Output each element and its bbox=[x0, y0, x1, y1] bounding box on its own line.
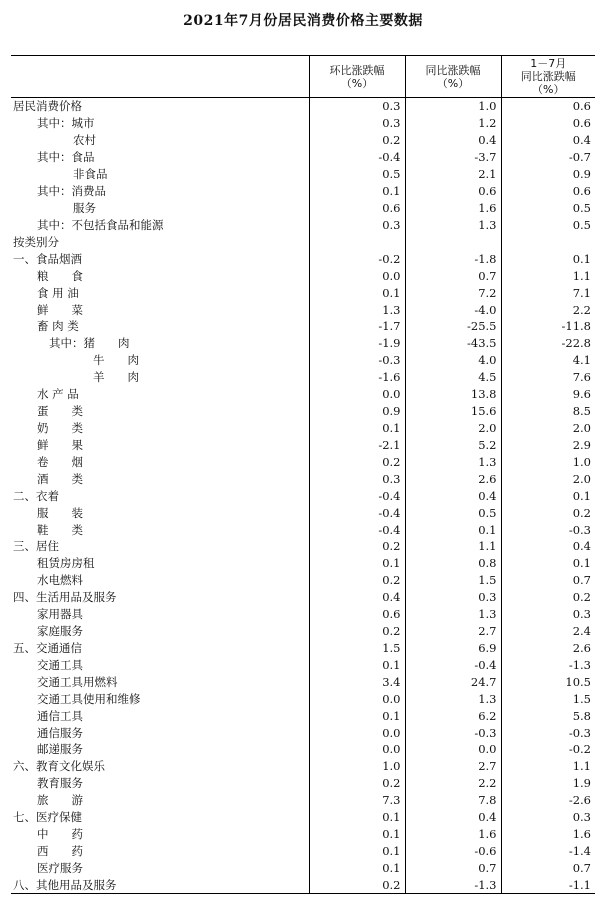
table-row bbox=[11, 98, 595, 115]
table-row bbox=[11, 656, 595, 673]
cell-yoy: -0.6 bbox=[405, 843, 501, 860]
table-row bbox=[11, 250, 595, 267]
row-label: 其中：消费品 bbox=[37, 184, 106, 199]
cell-mom: 0.0 bbox=[309, 724, 405, 741]
cell-yoy: 6.9 bbox=[405, 640, 501, 657]
row-label: 鲜 菜 bbox=[37, 302, 83, 317]
cell-ytd: 0.9 bbox=[501, 166, 595, 183]
cell-ytd: 0.6 bbox=[501, 98, 595, 115]
cell-mom: 0.2 bbox=[309, 623, 405, 640]
table-row bbox=[11, 352, 595, 369]
cell-mom: -1.7 bbox=[309, 318, 405, 335]
cell-ytd: 4.1 bbox=[501, 352, 595, 369]
cell-mom: 0.0 bbox=[309, 741, 405, 758]
cell-mom: 0.2 bbox=[309, 775, 405, 792]
cell-ytd: 1.9 bbox=[501, 775, 595, 792]
cell-mom: 0.3 bbox=[309, 470, 405, 487]
row-label: 卷 烟 bbox=[37, 454, 83, 469]
table-row bbox=[11, 132, 595, 149]
cell-ytd: -0.3 bbox=[501, 724, 595, 741]
cell-ytd: -1.1 bbox=[501, 876, 595, 893]
row-label: 邮递服务 bbox=[37, 742, 83, 757]
table-row bbox=[11, 369, 595, 386]
row-label: 酒 类 bbox=[37, 471, 83, 486]
row-label: 其中：食品 bbox=[37, 150, 95, 165]
table-row bbox=[11, 470, 595, 487]
row-label: 二、衣着 bbox=[13, 488, 59, 503]
row-label: 五、交通通信 bbox=[13, 640, 82, 655]
row-label: 六、教育文化娱乐 bbox=[13, 759, 105, 774]
row-label: 蛋 类 bbox=[37, 404, 83, 419]
cell-ytd: 0.4 bbox=[501, 132, 595, 149]
cell-mom: -0.4 bbox=[309, 487, 405, 504]
cell-yoy: 2.2 bbox=[405, 775, 501, 792]
cell-yoy: 1.5 bbox=[405, 572, 501, 589]
cell-yoy: -1.3 bbox=[405, 876, 501, 893]
cell-mom: -0.2 bbox=[309, 250, 405, 267]
table-row bbox=[11, 792, 595, 809]
header-ytd-label: 同比涨跌幅 bbox=[520, 70, 576, 83]
table-row bbox=[11, 707, 595, 724]
cell-yoy: 5.2 bbox=[405, 436, 501, 453]
cell-yoy: 2.1 bbox=[405, 166, 501, 183]
cell-ytd: 2.4 bbox=[501, 623, 595, 640]
table-row bbox=[11, 572, 595, 589]
header-mom-label: 环比涨跌幅 bbox=[329, 63, 385, 77]
cell-mom: 0.3 bbox=[309, 115, 405, 132]
cell-yoy: 13.8 bbox=[405, 386, 501, 403]
cell-mom: 0.2 bbox=[309, 876, 405, 893]
cell-ytd: 0.3 bbox=[501, 606, 595, 623]
row-label: 羊 肉 bbox=[93, 370, 139, 385]
cell-ytd: 0.5 bbox=[501, 200, 595, 217]
table-row bbox=[11, 436, 595, 453]
cell-yoy: -3.7 bbox=[405, 149, 501, 166]
table-row bbox=[11, 775, 595, 792]
cell-mom: 0.1 bbox=[309, 843, 405, 860]
cell-yoy: 1.3 bbox=[405, 216, 501, 233]
row-label: 教育服务 bbox=[37, 776, 83, 791]
cell-ytd: 10.5 bbox=[501, 673, 595, 690]
cell-yoy: 2.7 bbox=[405, 623, 501, 640]
cell-yoy: -0.4 bbox=[405, 656, 501, 673]
cell-mom: 0.1 bbox=[309, 284, 405, 301]
row-label: 其中：猪 肉 bbox=[49, 336, 130, 351]
cell-ytd: 0.2 bbox=[501, 504, 595, 521]
table-row bbox=[11, 876, 595, 893]
row-label: 按类别分 bbox=[13, 234, 59, 249]
cell-yoy: 4.0 bbox=[405, 352, 501, 369]
table-row bbox=[11, 284, 595, 301]
cell-ytd: -0.3 bbox=[501, 521, 595, 538]
row-label: 一、食品烟酒 bbox=[13, 251, 82, 266]
cell-mom: 0.1 bbox=[309, 809, 405, 826]
cell-ytd: 0.6 bbox=[501, 183, 595, 200]
row-label: 畜 肉 类 bbox=[37, 319, 79, 334]
row-label: 西 药 bbox=[37, 844, 83, 859]
cell-ytd: 0.2 bbox=[501, 589, 595, 606]
cell-mom: 0.0 bbox=[309, 690, 405, 707]
cell-yoy: 1.3 bbox=[405, 606, 501, 623]
table-row bbox=[11, 623, 595, 640]
row-label: 居民消费价格 bbox=[13, 99, 82, 114]
cell-ytd: -0.2 bbox=[501, 741, 595, 758]
cell-mom: 0.2 bbox=[309, 538, 405, 555]
cell-ytd bbox=[501, 233, 595, 250]
row-label: 七、医疗保健 bbox=[13, 810, 82, 825]
cell-yoy: -43.5 bbox=[405, 335, 501, 352]
cell-mom: -0.4 bbox=[309, 504, 405, 521]
cell-mom: 0.2 bbox=[309, 132, 405, 149]
cell-ytd: 2.6 bbox=[501, 640, 595, 657]
cell-mom: 0.0 bbox=[309, 267, 405, 284]
cell-ytd: 1.1 bbox=[501, 758, 595, 775]
header-mom-unit: （%） bbox=[340, 76, 374, 90]
cell-ytd: -2.6 bbox=[501, 792, 595, 809]
table-row bbox=[11, 453, 595, 470]
cell-yoy: -4.0 bbox=[405, 301, 501, 318]
table-row bbox=[11, 386, 595, 403]
cell-yoy: 7.2 bbox=[405, 284, 501, 301]
cell-yoy: -0.3 bbox=[405, 724, 501, 741]
row-label: 医疗服务 bbox=[37, 860, 83, 875]
cell-mom: 7.3 bbox=[309, 792, 405, 809]
cell-ytd: 2.0 bbox=[501, 420, 595, 437]
row-label: 牛 肉 bbox=[93, 353, 139, 368]
table-row bbox=[11, 673, 595, 690]
cell-mom: -0.4 bbox=[309, 521, 405, 538]
cell-mom: 0.4 bbox=[309, 589, 405, 606]
cell-mom: 0.5 bbox=[309, 166, 405, 183]
cell-ytd: -22.8 bbox=[501, 335, 595, 352]
cell-mom: 0.9 bbox=[309, 403, 405, 420]
table-row bbox=[11, 335, 595, 352]
page-title: 2021年7月份居民消费价格主要数据 bbox=[183, 13, 423, 29]
row-label: 服 装 bbox=[37, 505, 83, 520]
header-ytd-unit: （%） bbox=[532, 83, 565, 96]
cell-yoy: 2.7 bbox=[405, 758, 501, 775]
table-row bbox=[11, 420, 595, 437]
cell-ytd: 1.5 bbox=[501, 690, 595, 707]
cell-mom: 0.1 bbox=[309, 183, 405, 200]
cell-yoy: 1.1 bbox=[405, 538, 501, 555]
cell-yoy: 0.6 bbox=[405, 183, 501, 200]
table-row bbox=[11, 183, 595, 200]
cell-ytd: 1.6 bbox=[501, 826, 595, 843]
cell-mom: 0.1 bbox=[309, 826, 405, 843]
cell-mom: -1.6 bbox=[309, 369, 405, 386]
row-label: 非食品 bbox=[73, 167, 108, 182]
row-label: 通信服务 bbox=[37, 725, 83, 740]
row-label: 八、其他用品及服务 bbox=[11, 876, 309, 893]
row-label: 奶 类 bbox=[37, 420, 83, 435]
table-row bbox=[11, 301, 595, 318]
cell-yoy: 1.2 bbox=[405, 115, 501, 132]
table-row bbox=[11, 233, 595, 250]
cell-ytd: -1.4 bbox=[501, 843, 595, 860]
table-row bbox=[11, 166, 595, 183]
table-row bbox=[11, 859, 595, 876]
row-label: 其中：城市 bbox=[37, 116, 95, 131]
table-row bbox=[11, 606, 595, 623]
cell-ytd: 7.1 bbox=[501, 284, 595, 301]
cell-yoy: 0.4 bbox=[405, 132, 501, 149]
cell-yoy: 1.3 bbox=[405, 453, 501, 470]
table-row bbox=[11, 521, 595, 538]
cell-ytd: 0.3 bbox=[501, 809, 595, 826]
row-label: 水电燃料 bbox=[37, 573, 83, 588]
row-label: 四、生活用品及服务 bbox=[13, 590, 117, 605]
cell-mom: -1.9 bbox=[309, 335, 405, 352]
table-row bbox=[11, 690, 595, 707]
table-row bbox=[11, 741, 595, 758]
cell-mom: 0.0 bbox=[309, 386, 405, 403]
cell-ytd: -11.8 bbox=[501, 318, 595, 335]
cell-yoy: 1.6 bbox=[405, 200, 501, 217]
table-row bbox=[11, 640, 595, 657]
header-yoy-unit: （%） bbox=[436, 76, 470, 90]
table-row bbox=[11, 504, 595, 521]
cell-ytd: 2.0 bbox=[501, 470, 595, 487]
cell-yoy: 0.8 bbox=[405, 555, 501, 572]
table-row bbox=[11, 267, 595, 284]
cell-yoy: 2.6 bbox=[405, 470, 501, 487]
cell-ytd: 1.1 bbox=[501, 267, 595, 284]
table-row bbox=[11, 487, 595, 504]
row-label: 旅 游 bbox=[37, 793, 83, 808]
cell-mom: -0.4 bbox=[309, 149, 405, 166]
row-label: 交通工具使用和维修 bbox=[37, 691, 141, 706]
table-row bbox=[11, 318, 595, 335]
table-row bbox=[11, 758, 595, 775]
cell-ytd: 0.6 bbox=[501, 115, 595, 132]
row-label: 服务 bbox=[73, 200, 96, 215]
cell-mom: 1.3 bbox=[309, 301, 405, 318]
cell-ytd: 0.7 bbox=[501, 572, 595, 589]
table-row bbox=[11, 538, 595, 555]
row-label: 家用器具 bbox=[37, 607, 83, 622]
table-row bbox=[11, 115, 595, 132]
table-row bbox=[11, 826, 595, 843]
cell-yoy bbox=[405, 233, 501, 250]
table-row bbox=[11, 555, 595, 572]
table-row bbox=[11, 200, 595, 217]
row-label: 鞋 类 bbox=[37, 522, 83, 537]
row-label: 农村 bbox=[73, 133, 96, 148]
cell-yoy: 0.3 bbox=[405, 589, 501, 606]
cell-ytd: 8.5 bbox=[501, 403, 595, 420]
header-ytd bbox=[501, 56, 595, 98]
cell-mom: 0.1 bbox=[309, 859, 405, 876]
row-label: 食 用 油 bbox=[37, 285, 79, 300]
cell-ytd: 0.7 bbox=[501, 859, 595, 876]
cpi-data-table bbox=[11, 55, 595, 894]
cell-yoy: 0.7 bbox=[405, 267, 501, 284]
row-label: 家庭服务 bbox=[37, 624, 83, 639]
cell-ytd: 0.4 bbox=[501, 538, 595, 555]
cell-ytd: 9.6 bbox=[501, 386, 595, 403]
row-label: 其中：不包括食品和能源 bbox=[37, 217, 164, 232]
table-row bbox=[11, 589, 595, 606]
cell-yoy: 1.3 bbox=[405, 690, 501, 707]
cell-mom bbox=[309, 233, 405, 250]
cell-mom: 0.6 bbox=[309, 606, 405, 623]
cell-yoy: 1.6 bbox=[405, 826, 501, 843]
row-label: 鲜 果 bbox=[37, 437, 83, 452]
cell-mom: 0.2 bbox=[309, 572, 405, 589]
cell-mom: 0.1 bbox=[309, 555, 405, 572]
cell-ytd: 0.1 bbox=[501, 250, 595, 267]
cell-ytd: 2.2 bbox=[501, 301, 595, 318]
table-header bbox=[11, 56, 595, 98]
cell-yoy: 6.2 bbox=[405, 707, 501, 724]
cell-ytd: 5.8 bbox=[501, 707, 595, 724]
row-label: 交通工具 bbox=[37, 657, 83, 672]
cell-mom: 0.6 bbox=[309, 200, 405, 217]
table-row bbox=[11, 724, 595, 741]
row-label: 粮 食 bbox=[37, 268, 83, 283]
row-label: 水 产 品 bbox=[37, 387, 79, 402]
row-label: 租赁房房租 bbox=[37, 556, 95, 571]
cell-ytd: 0.1 bbox=[501, 487, 595, 504]
table-row bbox=[11, 149, 595, 166]
row-label: 三、居住 bbox=[13, 539, 59, 554]
cell-yoy: 4.5 bbox=[405, 369, 501, 386]
cell-ytd: -0.7 bbox=[501, 149, 595, 166]
cell-mom: 0.1 bbox=[309, 707, 405, 724]
cell-mom: 3.4 bbox=[309, 673, 405, 690]
cell-ytd: 7.6 bbox=[501, 369, 595, 386]
cell-yoy: 15.6 bbox=[405, 403, 501, 420]
header-yoy bbox=[405, 56, 501, 98]
cell-yoy: -1.8 bbox=[405, 250, 501, 267]
cell-yoy: 0.4 bbox=[405, 487, 501, 504]
table-row bbox=[11, 216, 595, 233]
cell-ytd: -1.3 bbox=[501, 656, 595, 673]
cell-mom: 0.3 bbox=[309, 216, 405, 233]
cell-mom: -2.1 bbox=[309, 436, 405, 453]
cell-yoy: 1.0 bbox=[405, 98, 501, 115]
header-ytd-period: 1－7月 bbox=[530, 57, 567, 70]
cell-ytd: 1.0 bbox=[501, 453, 595, 470]
cell-ytd: 2.9 bbox=[501, 436, 595, 453]
cell-mom: 1.5 bbox=[309, 640, 405, 657]
cell-mom: 0.1 bbox=[309, 420, 405, 437]
header-yoy-label: 同比涨跌幅 bbox=[425, 63, 481, 77]
row-label: 中 药 bbox=[37, 827, 83, 842]
cell-mom: 0.3 bbox=[309, 98, 405, 115]
cell-yoy: 2.0 bbox=[405, 420, 501, 437]
cell-yoy: 0.4 bbox=[405, 809, 501, 826]
table-row bbox=[11, 403, 595, 420]
row-label: 交通工具用燃料 bbox=[37, 674, 118, 689]
row-label: 通信工具 bbox=[37, 708, 83, 723]
cell-yoy: 0.7 bbox=[405, 859, 501, 876]
cell-yoy: 24.7 bbox=[405, 673, 501, 690]
cell-mom: 0.2 bbox=[309, 453, 405, 470]
table-row bbox=[11, 843, 595, 860]
cell-yoy: 0.0 bbox=[405, 741, 501, 758]
cell-mom: -0.3 bbox=[309, 352, 405, 369]
cell-mom: 1.0 bbox=[309, 758, 405, 775]
cell-yoy: 0.1 bbox=[405, 521, 501, 538]
cell-ytd: 0.1 bbox=[501, 555, 595, 572]
header-mom bbox=[309, 56, 405, 98]
cell-yoy: 0.5 bbox=[405, 504, 501, 521]
table-body bbox=[11, 98, 595, 894]
table-row bbox=[11, 809, 595, 826]
cell-yoy: 7.8 bbox=[405, 792, 501, 809]
cell-mom: 0.1 bbox=[309, 656, 405, 673]
cell-yoy: -25.5 bbox=[405, 318, 501, 335]
header-item bbox=[11, 56, 309, 98]
cell-ytd: 0.5 bbox=[501, 216, 595, 233]
